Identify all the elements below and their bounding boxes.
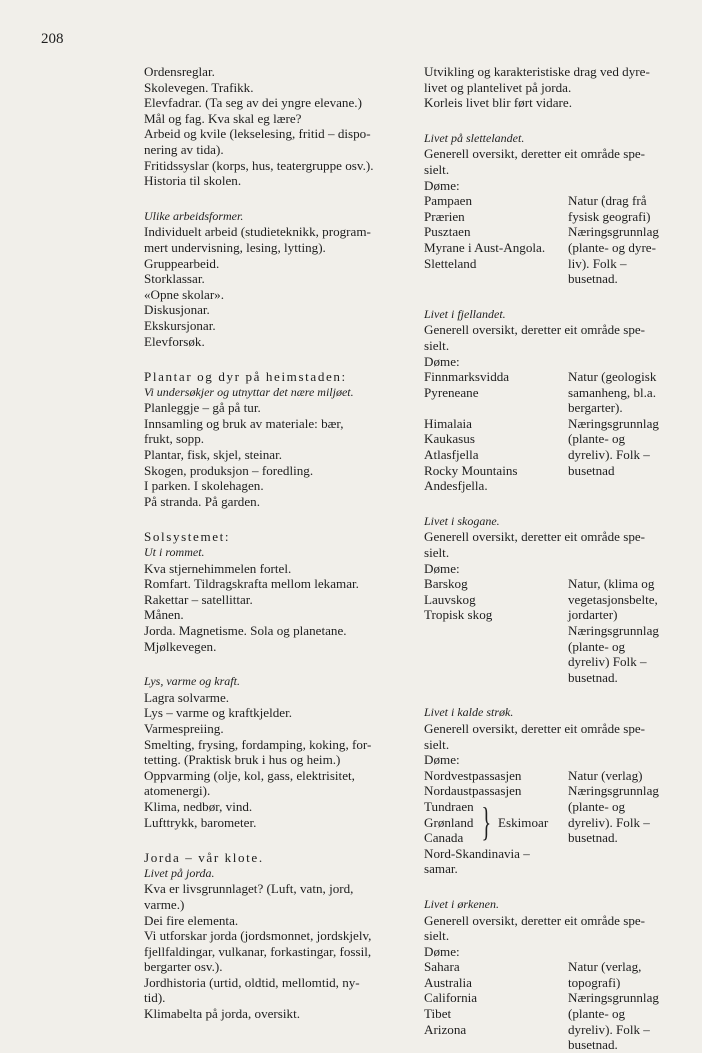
orkenen-section bbox=[424, 897, 680, 1053]
section-subtitle: Livet på jorda. bbox=[144, 865, 215, 880]
text-line: Utvikling og karakteristiske drag ved dyre- bbox=[424, 64, 650, 79]
example-desc: dyreliv) Folk – bbox=[568, 654, 647, 670]
text-line: sielt. bbox=[424, 545, 450, 561]
text-line: mert undervisning, lesing, lytting). bbox=[144, 239, 326, 255]
example-desc: dyreliv). Folk – bbox=[568, 447, 650, 463]
example-desc: busetnad. bbox=[568, 1037, 618, 1053]
text-line: Romfart. Tildragskrafta mellom lekamar. bbox=[144, 576, 359, 592]
example-desc: samanheng, bl.a. bbox=[568, 384, 656, 400]
example-desc: dyreliv). Folk – bbox=[568, 814, 650, 830]
text-line: Korleis livet blir ført vidare. bbox=[424, 95, 572, 111]
example-desc: Natur (verlag) bbox=[568, 767, 643, 783]
example-name: Myrane i Aust-Angola. bbox=[424, 239, 546, 255]
example-desc: Næringsgrunnlag bbox=[568, 415, 659, 431]
example-desc: vegetasjonsbelte, bbox=[568, 591, 658, 607]
plantar-section bbox=[144, 369, 396, 509]
example-name: Nordaustpassasjen bbox=[424, 783, 522, 799]
section-subtitle: Ut i rommet. bbox=[144, 545, 205, 560]
text-line: sielt. bbox=[424, 161, 450, 177]
section-subtitle: Vi undersøkjer og utnyttar det nære miljøet. bbox=[144, 384, 354, 399]
text-line: Generell oversikt, deretter eit område spe- bbox=[424, 322, 646, 338]
text-line: Diskusjonar. bbox=[144, 302, 210, 318]
text-line: Varmespreiing. bbox=[144, 720, 224, 736]
example-name: Tibet bbox=[424, 1006, 452, 1022]
page-number: 208 bbox=[41, 31, 64, 47]
example-name: Rocky Mountains bbox=[424, 462, 518, 478]
text-line: Klimabelta på jorda, oversikt. bbox=[144, 1006, 300, 1022]
section-heading: Livet i ørkenen. bbox=[424, 896, 499, 911]
example-desc: busetnad. bbox=[568, 830, 618, 846]
text-line: «Opne skolar». bbox=[144, 286, 225, 302]
text-line: Lagra solvarme. bbox=[144, 689, 230, 705]
example-desc: (plante- og bbox=[568, 1006, 626, 1022]
text-line: Elevfadrar. (Ta seg av dei yngre elevane.) bbox=[144, 95, 362, 111]
text-line: fjellfaldingar, vulkanar, forkastingar, fossil, bbox=[144, 943, 372, 959]
example-name: Pampaen bbox=[424, 193, 472, 209]
text-line: bergarter osv.). bbox=[144, 959, 223, 975]
section-heading: Livet på slettelandet. bbox=[424, 130, 525, 145]
text-line: Mjølkevegen. bbox=[144, 638, 217, 654]
text-line: Planleggje – gå på tur. bbox=[144, 400, 261, 416]
text-line: Skolevegen. Trafikk. bbox=[144, 79, 254, 95]
text-line: Plantar, fisk, skjel, steinar. bbox=[144, 447, 283, 463]
intro-block bbox=[144, 64, 396, 189]
example-desc: Natur (verlag, bbox=[568, 959, 642, 975]
text-line: På stranda. På garden. bbox=[144, 493, 260, 509]
curly-brace-icon: } bbox=[481, 799, 492, 845]
text-line: Gruppearbeid. bbox=[144, 255, 220, 271]
text-line: tid). bbox=[144, 990, 166, 1006]
text-line: Generell oversikt, deretter eit område spe- bbox=[424, 529, 646, 545]
text-line: Generell oversikt, deretter eit område spe- bbox=[424, 720, 646, 736]
section-title: Solsystemet: bbox=[144, 529, 231, 545]
example-name: Sletteland bbox=[424, 255, 477, 271]
jorda-section bbox=[144, 850, 396, 1022]
example-desc: (plante- og bbox=[568, 431, 626, 447]
text-line: Rakettar – satellittar. bbox=[144, 591, 253, 607]
text-line: livet og plantelivet på jorda. bbox=[424, 79, 572, 95]
text-line: Lufttrykk, barometer. bbox=[144, 814, 257, 830]
example-desc: Næringsgrunnlag bbox=[568, 623, 659, 638]
section-heading: Livet i skogane. bbox=[424, 513, 500, 528]
text-line: Arbeid og kvile (lekselesing, fritid – dispo- bbox=[144, 126, 371, 142]
dome-label: Døme: bbox=[424, 353, 460, 369]
example-name: Grønland bbox=[424, 814, 474, 830]
text-line: Ordensreglar. bbox=[144, 64, 215, 79]
text-line: Kva er livsgrunnlaget? (Luft, vatn, jord, bbox=[144, 881, 354, 897]
text-line: I parken. I skolehagen. bbox=[144, 478, 264, 494]
example-name: Kaukasus bbox=[424, 431, 475, 447]
text-line: Storklassar. bbox=[144, 271, 205, 287]
right-column bbox=[424, 64, 680, 1053]
lys-section bbox=[144, 674, 396, 830]
text-line: frukt, sopp. bbox=[144, 431, 205, 447]
section-subtitle: Lys, varme og kraft. bbox=[144, 674, 240, 689]
dome-label: Døme: bbox=[424, 177, 460, 193]
example-name: Canada bbox=[424, 830, 464, 846]
text-line: Innsamling og bruk av materiale: bær, bbox=[144, 415, 344, 431]
sol-section bbox=[144, 529, 396, 654]
example-desc: Næringsgrunnlag bbox=[568, 783, 659, 799]
example-name: Australia bbox=[424, 974, 472, 990]
example-desc: Natur, (klima og bbox=[568, 576, 655, 592]
dome-label: Døme: bbox=[424, 752, 460, 768]
example-name: Prærien bbox=[424, 208, 465, 224]
text-line: Elevforsøk. bbox=[144, 333, 205, 349]
text-line: Oppvarming (olje, kol, gass, elektrisitet, bbox=[144, 767, 355, 783]
section-heading: Livet i kalde strøk. bbox=[424, 705, 514, 720]
text-line: nering av tida). bbox=[144, 141, 224, 157]
example-name: Pusztaen bbox=[424, 224, 471, 240]
example-desc: (plante- og dyre- bbox=[568, 239, 656, 255]
example-desc: Natur (drag frå bbox=[568, 193, 647, 209]
example-name: Barskog bbox=[424, 576, 468, 592]
section-title: Plantar og dyr på heimstaden: bbox=[144, 369, 347, 385]
text-line: Ekskursjonar. bbox=[144, 317, 216, 333]
example-desc: (plante- og bbox=[568, 798, 626, 814]
example-name: Lauvskog bbox=[424, 591, 476, 607]
example-desc: fysisk geografi) bbox=[568, 208, 651, 224]
text-line: atomenergi). bbox=[144, 783, 211, 799]
example-name: Andesfjella. bbox=[424, 478, 488, 494]
example-desc: topografi) bbox=[568, 974, 621, 990]
example-name: Finnmarksvidda bbox=[424, 369, 510, 385]
left-column bbox=[144, 64, 396, 1022]
text-line: Jorda. Magnetisme. Sola og planetane. bbox=[144, 623, 347, 638]
example-name: Pyreneane bbox=[424, 384, 479, 400]
example-desc: (plante- og bbox=[568, 638, 626, 654]
text-line: varme.) bbox=[144, 896, 185, 912]
example-name: samar. bbox=[424, 861, 458, 877]
example-desc: Næringsgrunnlag bbox=[568, 990, 659, 1006]
example-name: Nordvestpassasjen bbox=[424, 767, 522, 783]
text-line: Generell oversikt, deretter eit område spe- bbox=[424, 146, 646, 162]
text-line: Klima, nedbør, vind. bbox=[144, 798, 253, 814]
example-name: Himalaia bbox=[424, 415, 472, 431]
example-name: Atlasfjella bbox=[424, 447, 479, 463]
right-intro bbox=[424, 64, 680, 111]
text-line: Jordhistoria (urtid, oldtid, mellomtid, ny- bbox=[144, 974, 360, 990]
text-line: Generell oversikt, deretter eit område spe- bbox=[424, 912, 646, 928]
text-line: Vi utforskar jorda (jordsmonnet, jordskjelv, bbox=[144, 928, 372, 944]
section-heading: Ulike arbeidsformer. bbox=[144, 208, 244, 223]
example-name: Tropisk skog bbox=[424, 607, 493, 623]
text-line: Fritidssyslar (korps, hus, teatergruppe osv.). bbox=[144, 157, 374, 173]
example-desc: busetnad. bbox=[568, 271, 618, 287]
example-name: Arizona bbox=[424, 1021, 467, 1037]
kalde-section bbox=[424, 705, 680, 877]
text-line: Historia til skolen. bbox=[144, 173, 242, 189]
example-name: Nord-Skandinavia – bbox=[424, 845, 530, 861]
section-heading: Livet i fjellandet. bbox=[424, 306, 506, 321]
skogane-section bbox=[424, 514, 680, 686]
example-desc: dyreliv). Folk – bbox=[568, 1021, 650, 1037]
example-name: Sahara bbox=[424, 959, 460, 975]
example-spacer bbox=[424, 400, 568, 416]
text-line: Individuelt arbeid (studieteknikk, program- bbox=[144, 224, 371, 240]
example-name: California bbox=[424, 990, 478, 1006]
bracket-label: Eskimoar bbox=[498, 814, 549, 830]
text-line: Kva stjernehimmelen fortel. bbox=[144, 560, 292, 576]
ulike-section bbox=[144, 209, 396, 349]
text-line: Lys – varme og kraftkjelder. bbox=[144, 705, 292, 721]
text-line: Månen. bbox=[144, 607, 184, 623]
fjellandet-section bbox=[424, 307, 680, 494]
dome-label: Døme: bbox=[424, 943, 460, 959]
text-line: Dei fire elementa. bbox=[144, 912, 239, 928]
example-desc: Næringsgrunnlag bbox=[568, 224, 659, 240]
example-desc: bergarter). bbox=[568, 400, 623, 416]
text-line: Skogen, produksjon – foredling. bbox=[144, 462, 314, 478]
example-desc: busetnad bbox=[568, 462, 615, 478]
section-title: Jorda – vår klote. bbox=[144, 850, 264, 866]
text-line: sielt. bbox=[424, 736, 450, 752]
text-line: tetting. (Praktisk bruk i hus og heim.) bbox=[144, 752, 341, 768]
slettelandet-section bbox=[424, 131, 680, 287]
text-line: sielt. bbox=[424, 337, 450, 353]
example-name: Tundraen bbox=[424, 798, 474, 814]
eskimo-bracket-group bbox=[424, 799, 568, 846]
example-desc: liv). Folk – bbox=[568, 255, 627, 271]
example-desc: Natur (geologisk bbox=[568, 369, 657, 385]
text-line: Smelting, frysing, fordamping, koking, for- bbox=[144, 736, 372, 752]
example-desc: busetnad. bbox=[568, 669, 618, 685]
dome-label: Døme: bbox=[424, 560, 460, 576]
text-line: Mål og fag. Kva skal eg lære? bbox=[144, 110, 302, 126]
text-line: sielt. bbox=[424, 928, 450, 944]
example-desc: jordarter) bbox=[568, 607, 618, 623]
